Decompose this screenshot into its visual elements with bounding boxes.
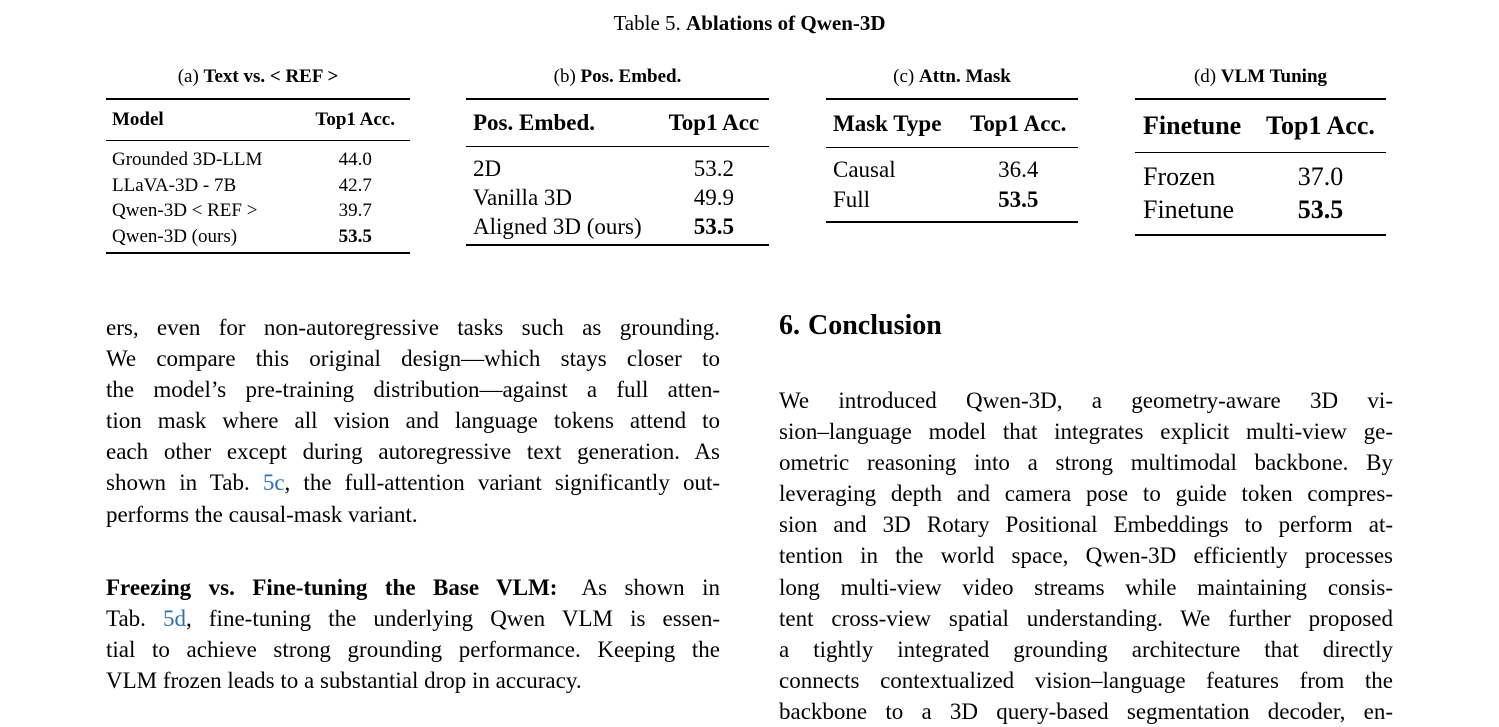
text-fragment: shown in Tab.	[106, 470, 263, 496]
text-line: tial to achieve strong grounding performance. Keeping the	[106, 637, 720, 663]
table-reference-link[interactable]: 5c	[262, 470, 285, 496]
body-paragraph	[106, 312, 720, 530]
subtable-c-title: Attn. Mask	[919, 66, 1011, 87]
cell: Aligned 3D (ours)	[473, 214, 642, 239]
paragraph-heading: Freezing vs. Fine-tuning the Base VLM:	[106, 575, 558, 600]
text-line: long multi-view video streams while maintaining consis-	[779, 574, 1393, 600]
subtable-b-title: Pos. Embed.	[580, 66, 682, 87]
subtable-d-title: VLM Tuning	[1220, 66, 1328, 87]
table-row	[826, 185, 1078, 222]
text-line: the model’s pre-training distribution—against a full atten-	[106, 377, 720, 403]
col-header: Top1 Acc	[668, 110, 760, 135]
cell: 49.9	[693, 185, 734, 210]
text-line: sion and 3D Rotary Positional Embeddings to perform at-	[779, 512, 1393, 538]
text-line: VLM frozen leads to a substantial drop in accuracy.	[106, 668, 582, 694]
cell: Qwen-3D (ours)	[112, 225, 238, 247]
table-d	[1135, 98, 1386, 236]
subtable-b-caption	[466, 64, 769, 90]
subtable-d-caption	[1135, 64, 1386, 90]
text-line: leveraging depth and camera pose to guide token compres-	[779, 481, 1393, 507]
table-a	[106, 98, 410, 254]
table-row	[106, 198, 410, 224]
text-line: each other except during autoregressive text generation. As	[106, 439, 720, 465]
subtable-a-caption	[106, 64, 410, 90]
text-line: connects contextualized vision–language features from the	[779, 667, 1393, 693]
table-row	[466, 183, 769, 212]
table-b	[466, 98, 769, 246]
section-title: Conclusion	[808, 310, 942, 341]
subtable-c-caption	[826, 64, 1078, 90]
text-line: tention in the world space, Qwen-3D efficiently processes	[779, 543, 1393, 569]
cell: 2D	[473, 156, 502, 181]
text-fragment: , fine-tuning the underlying Qwen VLM is essen-	[186, 606, 720, 632]
cell: Vanilla 3D	[473, 185, 573, 210]
table-row	[106, 141, 410, 173]
text-line	[106, 467, 720, 498]
text-line: a tightly integrated grounding architecture that directly	[779, 636, 1393, 662]
text-line: sion–language model that integrates explicit multi-view ge-	[779, 419, 1393, 445]
subtable-b	[466, 64, 769, 246]
col-header: Top1 Acc.	[315, 109, 395, 130]
table-caption-title: Ablations of Qwen-3D	[686, 11, 886, 35]
subtable-d	[1135, 64, 1386, 236]
text-line: ometric reasoning into a strong multimodal backbone. By	[779, 450, 1393, 476]
table-reference-link[interactable]: 5d	[163, 606, 187, 632]
text-fragment: Tab.	[106, 606, 164, 632]
subtable-a-title: Text vs. < REF >	[203, 66, 339, 87]
col-header: Mask Type	[833, 110, 942, 136]
text-line: We compare this original design—which stays closer to	[106, 346, 720, 372]
table-row	[106, 173, 410, 199]
table-caption-label: Table 5.	[613, 11, 681, 35]
cell: 53.5	[998, 187, 1039, 212]
text-fragment: As shown in	[581, 575, 720, 600]
section-heading	[779, 308, 942, 344]
cell: Grounded 3D-LLM	[112, 149, 263, 171]
cell: 44.0	[338, 149, 372, 171]
table-row	[1135, 153, 1386, 194]
text-line: ers, even for non-autoregressive tasks such as grounding.	[106, 315, 720, 340]
section-number: 6.	[779, 310, 800, 341]
subtable-c-label: (c)	[893, 66, 915, 87]
col-header: Finetune	[1143, 111, 1242, 140]
subtable-a	[106, 64, 410, 254]
text-line: We introduced Qwen-3D, a geometry-aware 3D vi-	[779, 388, 1393, 413]
table-row	[826, 148, 1078, 186]
table-caption	[0, 10, 1499, 36]
body-paragraph	[106, 572, 720, 696]
subtable-b-label: (b)	[553, 66, 576, 87]
subtable-d-label: (d)	[1193, 66, 1217, 87]
text-line: performs the causal-mask variant.	[106, 501, 418, 527]
cell: Finetune	[1143, 195, 1234, 224]
table-row	[466, 147, 769, 184]
col-header: Top1 Acc.	[1266, 111, 1375, 140]
body-paragraph	[779, 385, 1393, 727]
table-row	[1135, 193, 1386, 235]
text-line	[106, 572, 720, 603]
table-c	[826, 98, 1078, 223]
cell: 53.2	[693, 156, 734, 181]
text-line: tion mask where all vision and language tokens attend to	[106, 408, 720, 434]
col-header: Model	[112, 109, 164, 130]
col-header: Pos. Embed.	[473, 110, 596, 135]
col-header: Top1 Acc.	[970, 110, 1067, 136]
text-line: tent cross-view spatial understanding. We further proposed	[779, 605, 1393, 631]
cell: 42.7	[338, 174, 372, 196]
subtable-a-label: (a)	[177, 66, 199, 87]
table-row	[106, 224, 410, 254]
cell: 53.5	[338, 225, 372, 247]
cell: Qwen-3D < REF >	[112, 200, 258, 222]
cell: 37.0	[1297, 162, 1344, 191]
text-fragment: , the full-attention variant significantly out-	[284, 470, 720, 496]
cell: 36.4	[998, 157, 1039, 182]
cell: 53.5	[1297, 195, 1344, 224]
cell: Frozen	[1143, 162, 1216, 191]
cell: Full	[833, 187, 871, 212]
cell: 53.5	[693, 214, 734, 239]
text-line: backbone to a 3D query-based segmentation decoder, en-	[779, 698, 1393, 724]
subtable-c	[826, 64, 1078, 223]
table-row	[466, 212, 769, 245]
cell: LLaVA-3D - 7B	[112, 174, 237, 196]
cell: Causal	[833, 157, 896, 182]
text-line	[106, 603, 720, 634]
cell: 39.7	[338, 200, 372, 222]
